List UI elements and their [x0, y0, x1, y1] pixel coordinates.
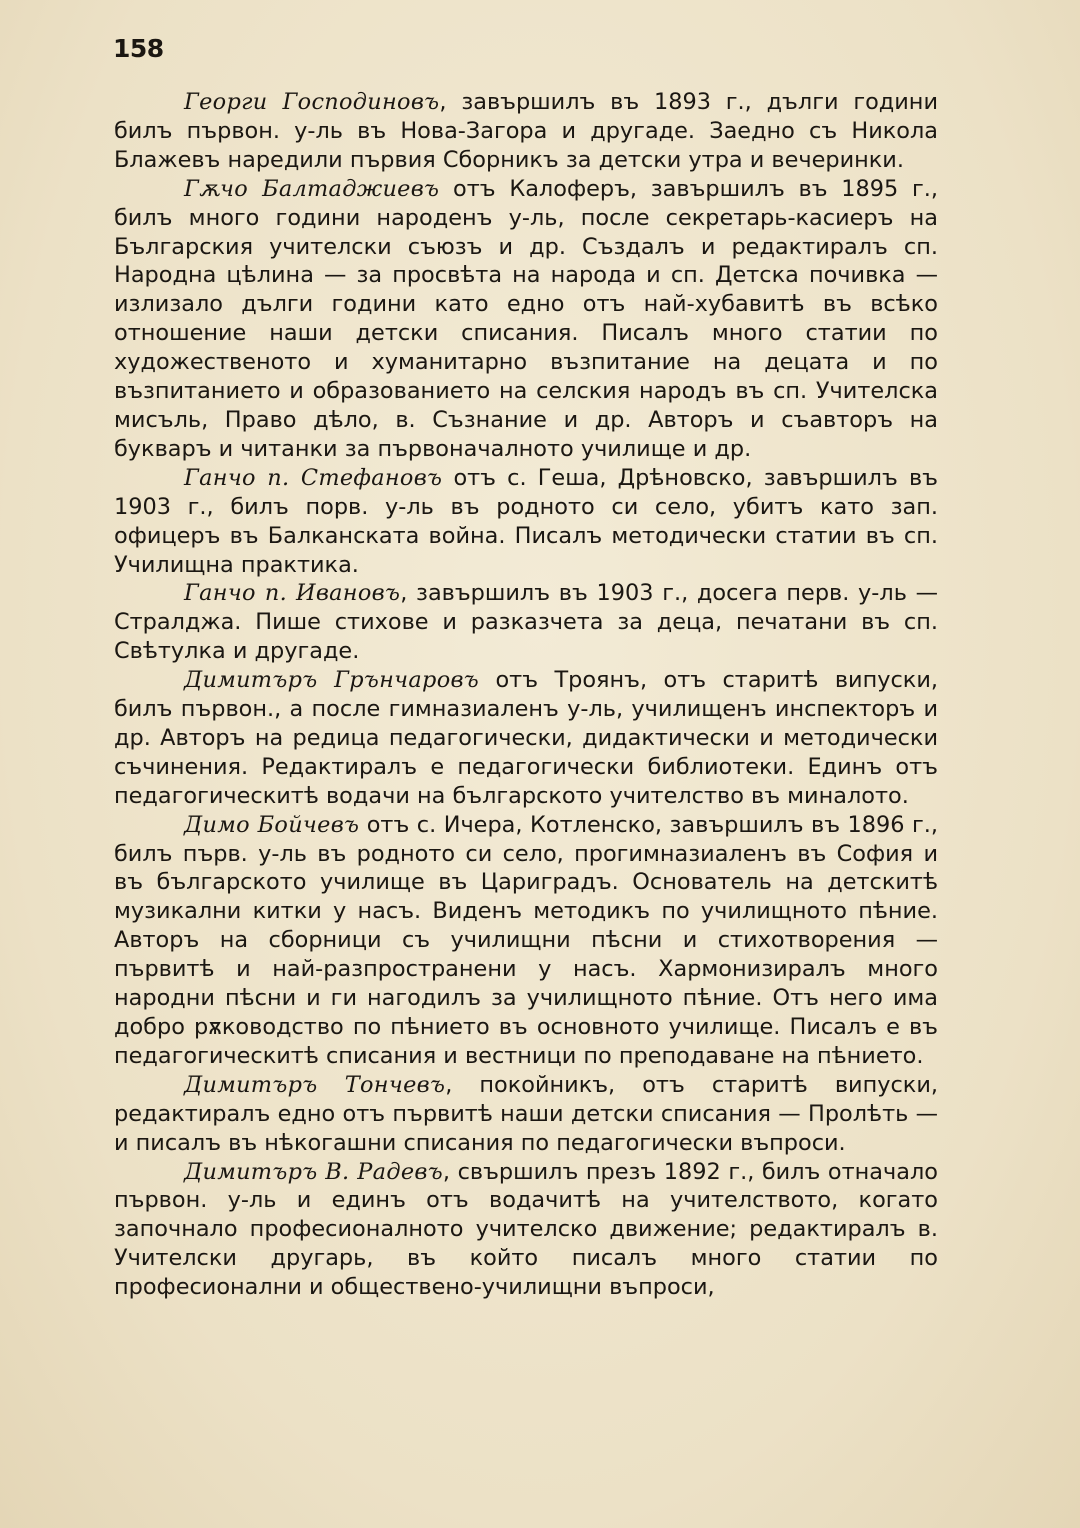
page-text-column: [114, 88, 938, 1302]
biography-text: , завършилъ въ 1903 г., досега перв. у-ль — Стралджа. Пише стихове и разказчета за деца, печатани въ сп. Свѣтулка и другаде.: [114, 580, 939, 665]
biography-text: , свършилъ презъ 1892 г., билъ отначало първон. у-ль и единъ отъ водачитѣ на учителството, когато започнало професионалното учителско движение; редактиралъ в. Учителски другарь, въ който писалъ много статии по професионални и обществено-училищни въпроси,: [114, 1158, 938, 1301]
person-name: Димитъръ В. Радевъ: [184, 1158, 443, 1185]
biography-entry: [114, 1158, 938, 1303]
biography-text: отъ Калоферъ, завършилъ въ 1895 г., билъ много години народенъ у-ль, после секретарь-касиеръ на Българския учителски съюзъ и др. Създалъ и редактиралъ сп. Народна цѣлина — за просвѣта на народа и сп. Детска почивка — излизало дълги години като едно отъ най-хубавитѣ въ всѣко отношение наши детски списания. Писалъ много статии по художественото и хуманитарно възпитание на децата и по възпитанието и образованието на селския народъ въ сп. Учителска мисъль, Право дѣло, в. Съзнание и др. Авторъ и съавторъ на букваръ и читанки за първоначалното училище и др.: [114, 175, 938, 462]
biography-entry: [114, 811, 938, 1071]
person-name: Георги Господиновъ: [184, 89, 440, 115]
biography-entry: [114, 88, 938, 175]
biography-text: , завършилъ въ 1893 г., дълги години билъ първон. у-ль въ Нова-Загора и другаде. Заедно съ Никола Блажевъ наредили първия Сборникъ за детски утра и вечеринки.: [114, 89, 939, 173]
biography-entry: [114, 666, 938, 811]
person-name: Димитъръ Тончевъ: [184, 1071, 446, 1098]
page-number: 158: [113, 34, 164, 63]
biography-entry: [114, 579, 938, 666]
biography-text: отъ с. Ичера, Котленско, завършилъ въ 1896 г., билъ първ. у-ль въ родното си село, прогимназиаленъ въ София и въ българското училище въ Цариградъ. Основатель на детскитѣ музикални китки у насъ. Виденъ методикъ по училищното пѣние. Авторъ на сборници съ училищни пѣсни и стихотворения — първитѣ и най-разпространени у насъ. Хармонизиралъ много народни пѣсни и ги нагодилъ за училищното пѣние. Отъ него има добро рѫководство по пѣнието въ основното училище. Писалъ е въ педагогическитѣ списания и вестници по преподаване на пѣнието.: [114, 811, 938, 1069]
person-name: Ганчо п. Ивановъ: [184, 580, 401, 607]
person-name: Гѫчо Балтаджиевъ: [184, 175, 440, 202]
biography-text: , покойникъ, отъ старитѣ випуски, редактиралъ едно отъ първитѣ наши детски списания — Пролѣть — и писалъ въ нѣкогашни списания по педагогически въпроси.: [114, 1071, 938, 1156]
biography-entry: [114, 464, 938, 580]
person-name: Ганчо п. Стефановъ: [184, 464, 443, 491]
person-name: Димо Бойчевъ: [184, 811, 360, 838]
person-name: Димитъръ Грънчаровъ: [184, 667, 480, 694]
biography-entry: [114, 1071, 938, 1158]
biography-text: отъ с. Геша, Дрѣновско, завършилъ въ 1903 г., билъ порв. у-ль въ родното си село, убитъ като зап. офицеръ въ Балканската война. Писалъ методически статии въ сп. Училищна практика.: [114, 464, 938, 578]
biography-text: отъ Троянъ, отъ старитѣ випуски, билъ първон., а после гимназиаленъ у-ль, училищенъ инспекторъ и др. Авторъ на редица педагогически, дидактически и методически съчинения. Редактиралъ е педагогически библиотеки. Единъ отъ педагогическитѣ водачи на българското учителство въ миналото.: [114, 667, 938, 809]
biography-entry: [114, 175, 938, 464]
